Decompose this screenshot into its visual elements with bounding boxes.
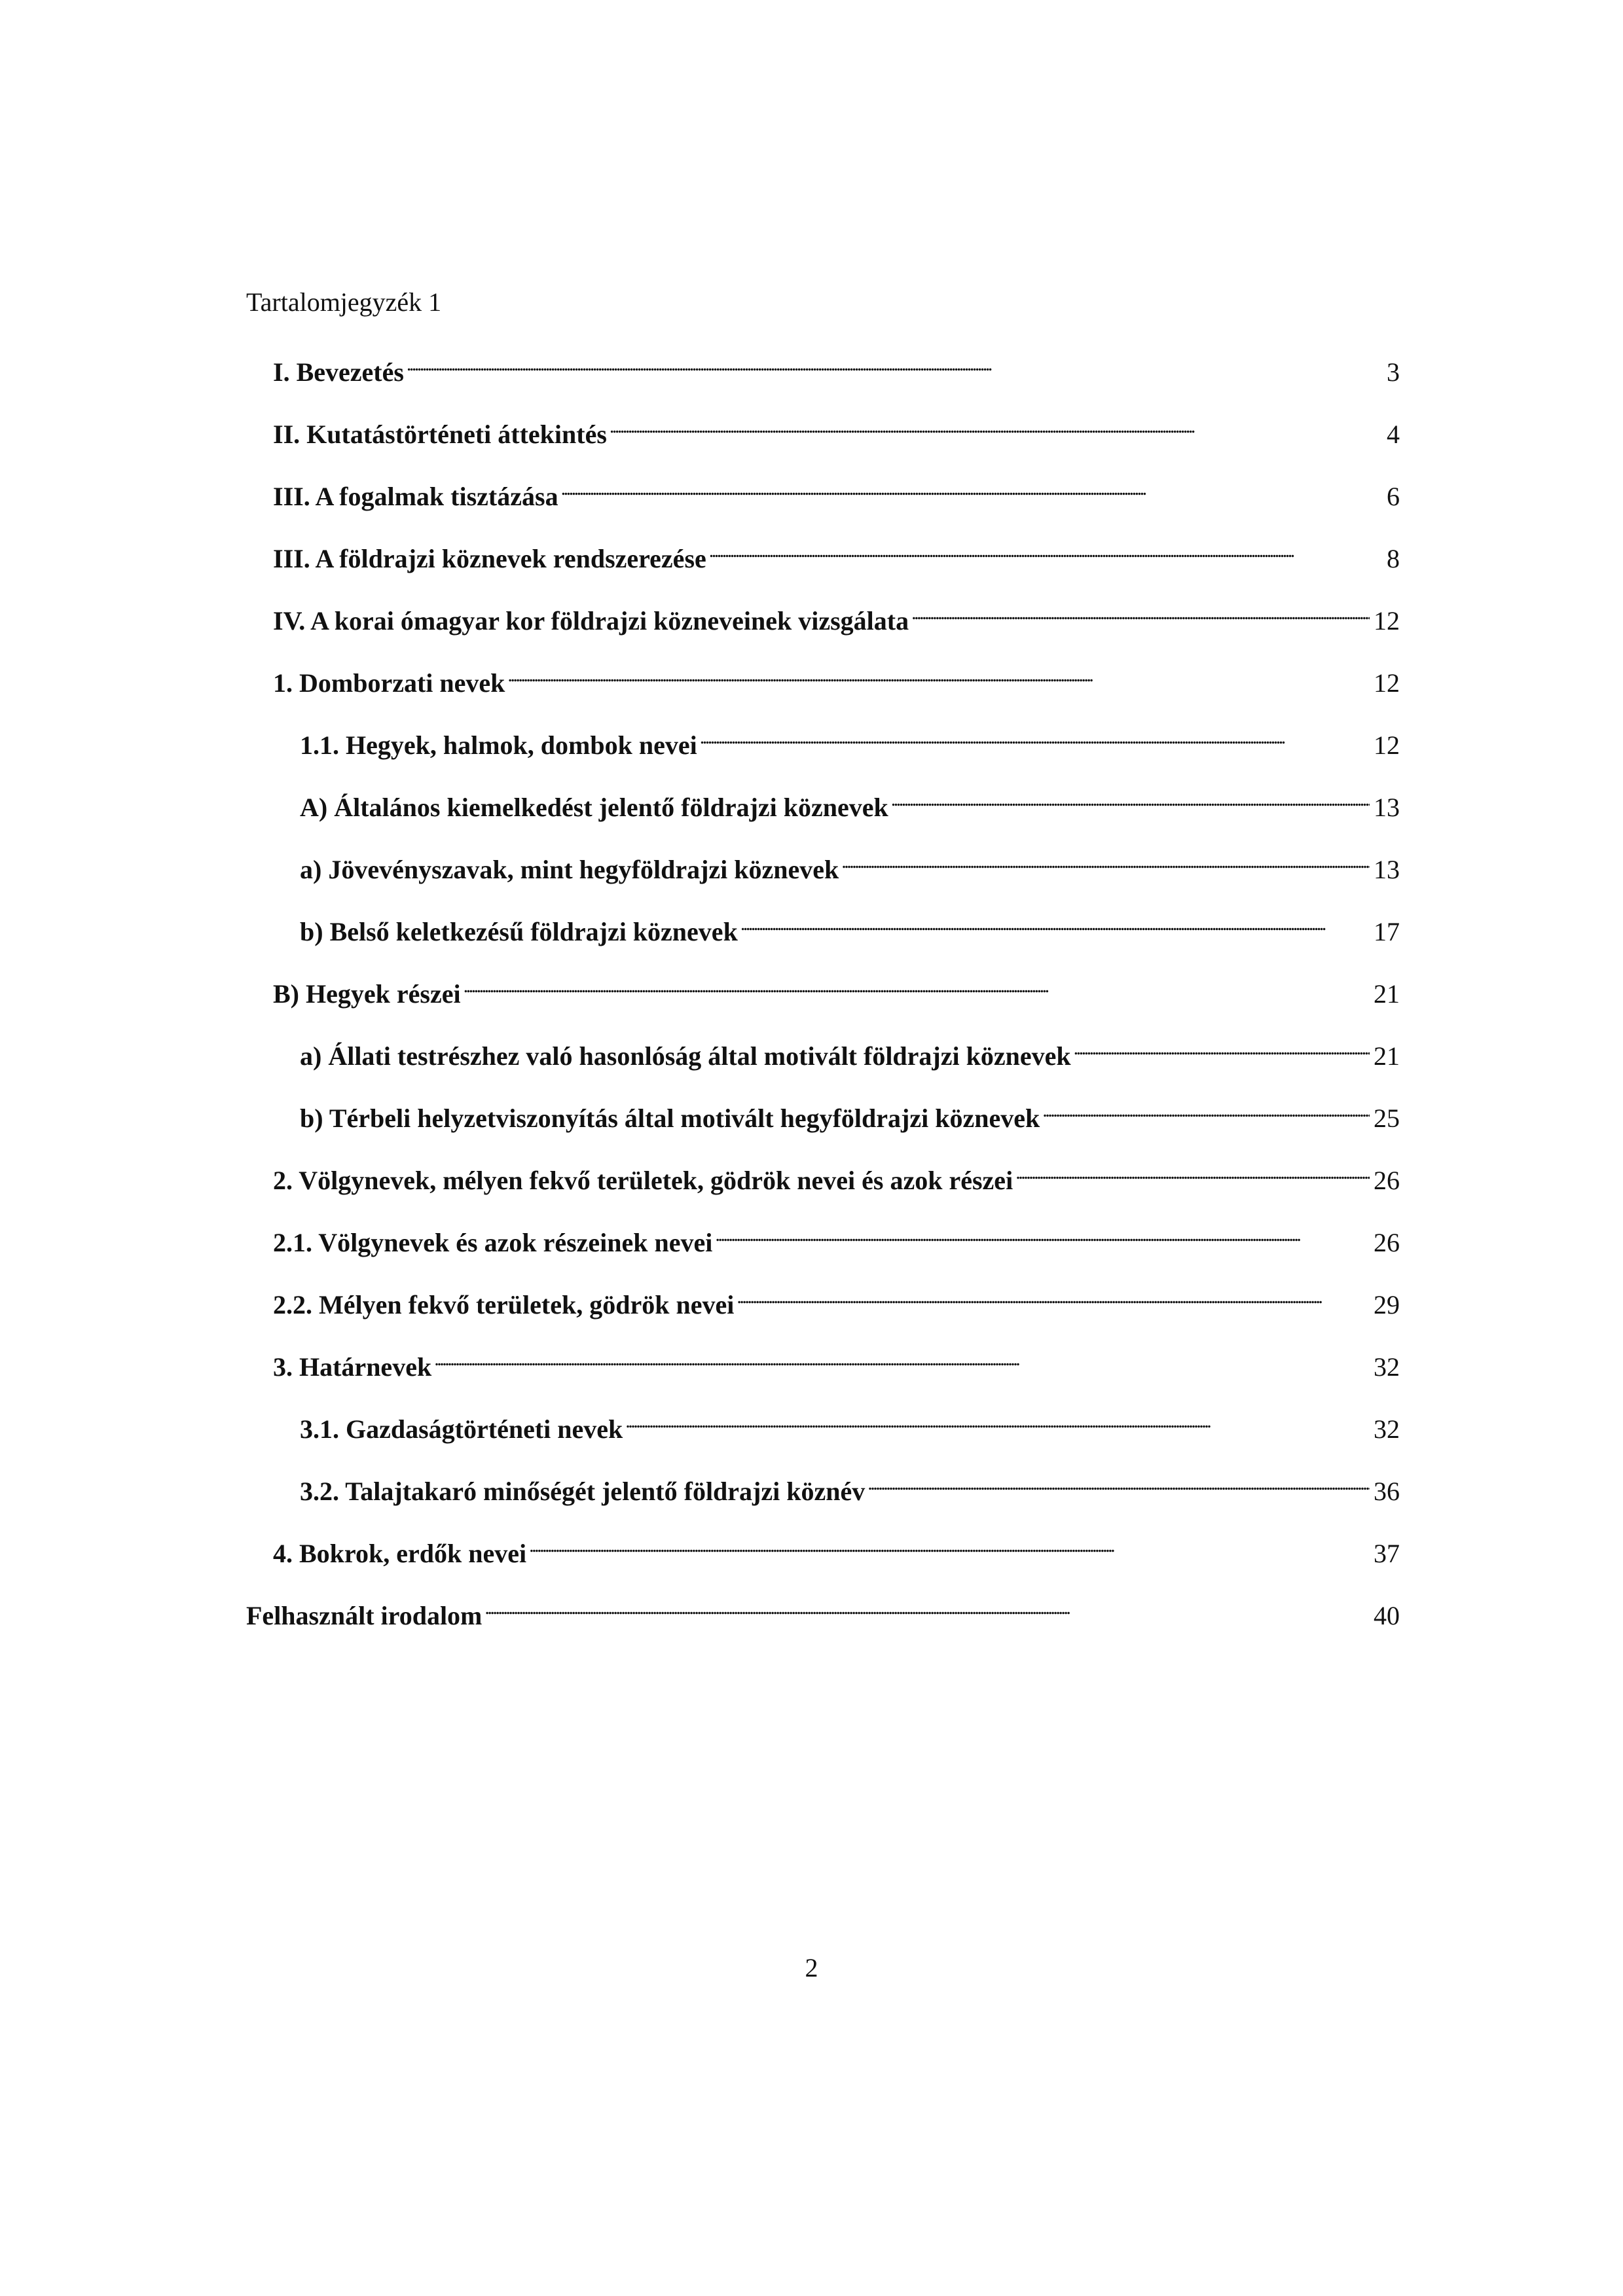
- toc-dot-leader: [737, 1281, 1370, 1314]
- toc-dot-leader: [407, 348, 1383, 381]
- toc-entry-page: 32: [1374, 1414, 1400, 1444]
- toc-dot-leader: [709, 535, 1383, 567]
- toc-entry[interactable]: [300, 783, 1400, 822]
- toc-entry-title: 1.1. Hegyek, halmok, dombok nevei: [300, 730, 697, 760]
- toc-entry-page: 40: [1374, 1601, 1400, 1630]
- toc-entry-title: III. A fogalmak tisztázása: [273, 482, 558, 511]
- toc-dot-leader: [625, 1405, 1370, 1438]
- toc-entry-page: 32: [1374, 1352, 1400, 1382]
- toc-entry[interactable]: [300, 1405, 1400, 1444]
- toc-entry-page: 17: [1374, 917, 1400, 946]
- toc-dot-leader: [715, 1219, 1370, 1251]
- toc-entry-page: 36: [1374, 1477, 1400, 1506]
- toc-entry-title: III. A földrajzi köznevek rendszerezése: [273, 544, 706, 573]
- toc-dot-leader: [1074, 1032, 1370, 1065]
- toc-dot-leader: [1015, 1157, 1370, 1189]
- toc-entry-page: 12: [1374, 606, 1400, 636]
- toc-title: Tartalomjegyzék 1: [246, 287, 442, 317]
- toc-entry[interactable]: [273, 659, 1400, 698]
- toc-entry-page: 13: [1374, 855, 1400, 884]
- toc-entry[interactable]: [300, 721, 1400, 760]
- toc-entry-page: 12: [1374, 668, 1400, 698]
- toc-entry-title: 3.1. Gazdaságtörténeti nevek: [300, 1414, 623, 1444]
- toc-entry-page: 6: [1387, 482, 1400, 511]
- toc-entry-title: A) Általános kiemelkedést jelentő földrajzi köznevek: [300, 793, 888, 822]
- toc-dot-leader: [740, 908, 1370, 941]
- toc-entry-title: I. Bevezetés: [273, 357, 404, 387]
- toc-entry-page: 26: [1374, 1228, 1400, 1257]
- toc-entry[interactable]: [273, 970, 1400, 1009]
- toc-entry-title: Felhasznált irodalom: [246, 1601, 483, 1630]
- toc-entry[interactable]: [246, 1592, 1400, 1630]
- toc-dot-leader: [891, 783, 1370, 816]
- toc-entry[interactable]: [300, 1032, 1400, 1071]
- toc-entry[interactable]: [273, 1343, 1400, 1382]
- toc-entry-page: 3: [1387, 357, 1400, 387]
- toc-entry-title: b) Térbeli helyzetviszonyítás által motivált hegyföldrajzi köznevek: [300, 1103, 1040, 1133]
- toc-entry-page: 12: [1374, 730, 1400, 760]
- toc-entry[interactable]: [273, 597, 1400, 636]
- toc-entry-title: II. Kutatástörténeti áttekintés: [273, 420, 607, 449]
- toc-entry-page: 13: [1374, 793, 1400, 822]
- toc-entry-page: 37: [1374, 1539, 1400, 1568]
- toc-entry[interactable]: [273, 1219, 1400, 1257]
- toc-entry[interactable]: [300, 1094, 1400, 1133]
- toc-entry-page: 21: [1374, 1041, 1400, 1071]
- toc-dot-leader: [484, 1592, 1370, 1624]
- toc-entry[interactable]: [273, 473, 1400, 511]
- toc-dot-leader: [561, 473, 1383, 505]
- toc-entry-page: 4: [1387, 420, 1400, 449]
- toc-entry-page: 21: [1374, 979, 1400, 1009]
- toc-entry-title: IV. A korai ómagyar kor földrajzi közneveinek vizsgálata: [273, 606, 909, 636]
- toc-dot-leader: [507, 659, 1370, 692]
- toc-dot-leader: [1042, 1094, 1370, 1127]
- toc-entry[interactable]: [273, 1157, 1400, 1195]
- toc-entry[interactable]: [273, 410, 1400, 449]
- toc-dot-leader: [911, 597, 1370, 630]
- page-number: 2: [805, 1953, 818, 1982]
- toc-entry[interactable]: [273, 1530, 1400, 1568]
- toc-entry[interactable]: [300, 1467, 1400, 1506]
- toc-entry-page: 26: [1374, 1166, 1400, 1195]
- toc-entry[interactable]: [273, 1281, 1400, 1319]
- toc-entry-title: 2. Völgynevek, mélyen fekvő területek, gödrök nevei és azok részei: [273, 1166, 1013, 1195]
- toc-dot-leader: [434, 1343, 1370, 1376]
- toc-dot-leader: [464, 970, 1370, 1003]
- toc-dot-leader: [529, 1530, 1370, 1562]
- toc-dot-leader: [867, 1467, 1370, 1500]
- toc-entry-title: 2.1. Völgynevek és azok részeinek nevei: [273, 1228, 713, 1257]
- toc-entry-page: 29: [1374, 1290, 1400, 1319]
- toc-dot-leader: [841, 846, 1370, 878]
- toc-entry-page: 8: [1387, 544, 1400, 573]
- toc-entry-title: b) Belső keletkezésű földrajzi köznevek: [300, 917, 738, 946]
- toc-entry-title: 4. Bokrok, erdők nevei: [273, 1539, 527, 1568]
- toc-entry-title: 3. Határnevek: [273, 1352, 432, 1382]
- toc-entry[interactable]: [273, 348, 1400, 387]
- toc-entry-title: 3.2. Talajtakaró minőségét jelentő földrajzi köznév: [300, 1477, 866, 1506]
- toc-entry-page: 25: [1374, 1103, 1400, 1133]
- toc-entry-title: a) Jövevényszavak, mint hegyföldrajzi köznevek: [300, 855, 839, 884]
- toc-dot-leader: [700, 721, 1370, 754]
- toc-entry[interactable]: [300, 846, 1400, 884]
- toc-entry-title: 1. Domborzati nevek: [273, 668, 505, 698]
- toc-dot-leader: [610, 410, 1383, 443]
- toc-entry-title: a) Állati testrészhez való hasonlóság által motivált földrajzi köznevek: [300, 1041, 1071, 1071]
- toc-entry[interactable]: [300, 908, 1400, 946]
- toc-entry-title: 2.2. Mélyen fekvő területek, gödrök nevei: [273, 1290, 735, 1319]
- toc-entry-title: B) Hegyek részei: [273, 979, 461, 1009]
- toc-entry[interactable]: [273, 535, 1400, 573]
